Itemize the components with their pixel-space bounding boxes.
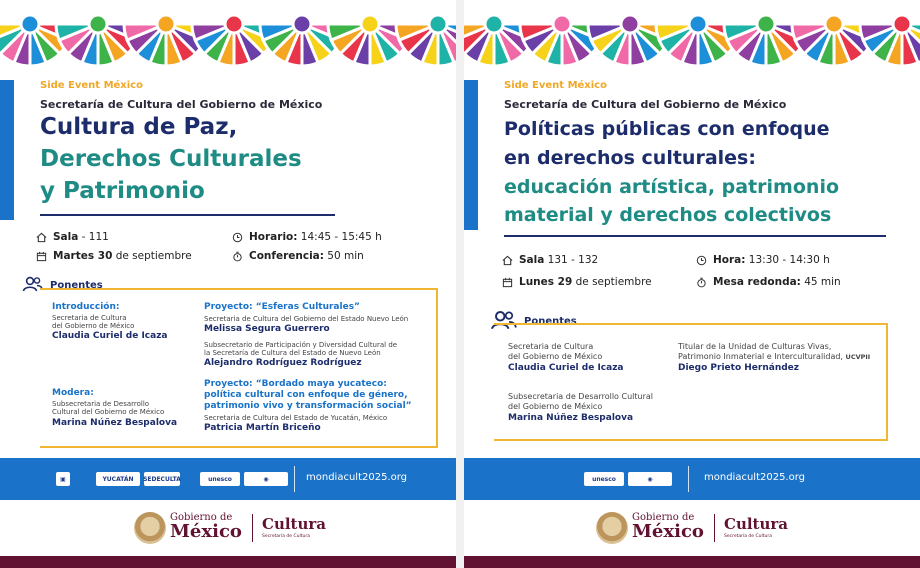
modera-role-2: Cultural del Gobierno de México [52,408,165,416]
duration-info: Mesa redonda: 45 min [696,276,841,288]
hora-info: Hora: 13:30 - 14:30 h [696,254,830,266]
stopwatch-icon [232,251,243,262]
partner-logo-yucatan: YUCATÁN [96,472,140,486]
speaker-a-role-2: del Gobierno de México [508,352,603,361]
clock-icon [696,255,707,266]
brand-divider [714,514,715,542]
partner-logo-mondiacult: ◉ [628,472,672,486]
gob-line-2: México [170,521,242,542]
footer-band [0,458,456,500]
sala-info: Sala 131 - 132 [502,254,598,266]
partner-logo-sedeculta: SEDECULTA [144,472,180,486]
project-1-role: Secretaria de Cultura del Gobierno del Estado Nuevo León [204,315,409,323]
title-rule [40,214,335,216]
project-1-role-2b: la Secretaría de Cultura del Estado de Nuevo León [204,349,381,357]
sala-info: Sala - 111 [36,231,109,243]
project-2-label-1: Proyecto: “Bordado maya yucateco: [204,379,387,389]
website-link[interactable]: mondiacult2025.org [704,472,806,483]
title-line-3: educación artística, patrimonio [504,176,840,198]
website-link[interactable]: mondiacult2025.org [306,472,408,483]
bottom-band [464,556,920,568]
bottom-band [0,556,456,568]
speaker-a-name: Claudia Curiel de Icaza [508,363,624,373]
home-icon [502,255,513,266]
intro-role-1: Secretaria de Cultura [52,314,127,322]
accent-bar [0,80,14,220]
government-brand [464,500,920,556]
modera-name: Marina Núñez Bespalova [52,418,178,428]
ponentes-box [494,323,888,441]
title-line-1: Políticas públicas con enfoque [504,118,830,140]
duration-info: Conferencia: 50 min [232,250,364,262]
project-2-name: Patricia Martín Briceño [204,423,321,433]
title-line-2: Derechos Culturales [40,146,302,172]
speaker-c-role-2: del Gobierno de México [508,402,603,411]
eagle-seal-icon [596,512,628,544]
partner-logo-mondiacult: ◉ [244,472,288,486]
ponentes-header: Ponentes [22,276,103,295]
event-kicker: Side Event México [504,80,607,91]
cultura-sub: Secretaría de Cultura [724,534,772,539]
project-1-label: Proyecto: “Esferas Culturales” [204,302,360,312]
project-2-role: Secretaria de Cultura del Estado de Yucatán, México [204,414,388,422]
title-line-1: Cultura de Paz, [40,114,238,140]
project-1-role-2a: Subsecretario de Participación y Diversidad Cultural de [204,341,398,349]
event-kicker: Side Event México [40,80,143,91]
poster-left [0,0,456,568]
modera-label: Modera: [52,388,94,398]
intro-role-2: del Gobierno de México [52,322,135,330]
project-1-name-2: Alejandro Rodríguez Rodríguez [204,358,362,368]
gob-line-1: Gobierno de [632,512,695,523]
cultura-wordmark: Cultura [724,515,788,533]
speaker-b-role-2: Patrimonio Inmaterial e Interculturalidad, UCVPII [678,352,871,361]
cultura-sub: Secretaría de Cultura [262,534,310,539]
poster-gap [456,0,464,568]
government-brand [0,500,456,556]
decorative-pattern [464,0,920,66]
ponentes-header: Ponentes [490,310,577,333]
partner-logo-1: ▣ [56,472,70,486]
title-line-3: y Patrimonio [40,178,205,204]
project-1-name-1: Melissa Segura Guerrero [204,324,330,334]
footer-divider [688,466,689,492]
organizer: Secretaría de Cultura del Gobierno de México [504,98,787,111]
home-icon [36,232,47,243]
accent-bar [464,80,478,230]
speaker-c-role-1: Subsecretaria de Desarrollo Cultural [508,392,653,401]
calendar-icon [36,251,47,262]
date-info: Lunes 29 de septiembre [502,276,652,288]
speaker-a-role-1: Secretaria de Cultura [508,342,594,351]
cultura-wordmark: Cultura [262,515,326,533]
title-line-4: material y derechos colectivos [504,204,832,226]
project-2-label-3: patrimonio vivo y transformación social” [204,401,412,411]
clock-icon [232,232,243,243]
stopwatch-icon [696,277,707,288]
gob-line-1: Gobierno de [170,512,233,523]
speaker-c-name: Marina Núñez Bespalova [508,413,634,423]
speaker-b-role-1: Titular de la Unidad de Culturas Vivas, [678,342,832,351]
title-rule [504,235,886,237]
eagle-seal-icon [134,512,166,544]
intro-label: Introducción: [52,302,120,312]
gob-line-2: México [632,521,704,542]
speaker-b-name: Diego Prieto Hernández [678,363,800,373]
partner-logo-unesco: unesco [584,472,624,486]
intro-name: Claudia Curiel de Icaza [52,331,168,341]
project-2-label-2: política cultural con enfoque de género, [204,390,408,400]
partner-logo-unesco: unesco [200,472,240,486]
footer-divider [294,466,295,492]
organizer: Secretaría de Cultura del Gobierno de México [40,98,323,111]
footer-band [464,458,920,500]
decorative-pattern [0,0,456,66]
modera-role-1: Subsecretaria de Desarrollo [52,400,150,408]
title-line-2: en derechos culturales: [504,147,756,169]
poster-right [464,0,920,568]
calendar-icon [502,277,513,288]
date-info: Martes 30 de septiembre [36,250,192,262]
horario-info: Horario: 14:45 - 15:45 h [232,231,382,243]
brand-divider [252,514,253,542]
